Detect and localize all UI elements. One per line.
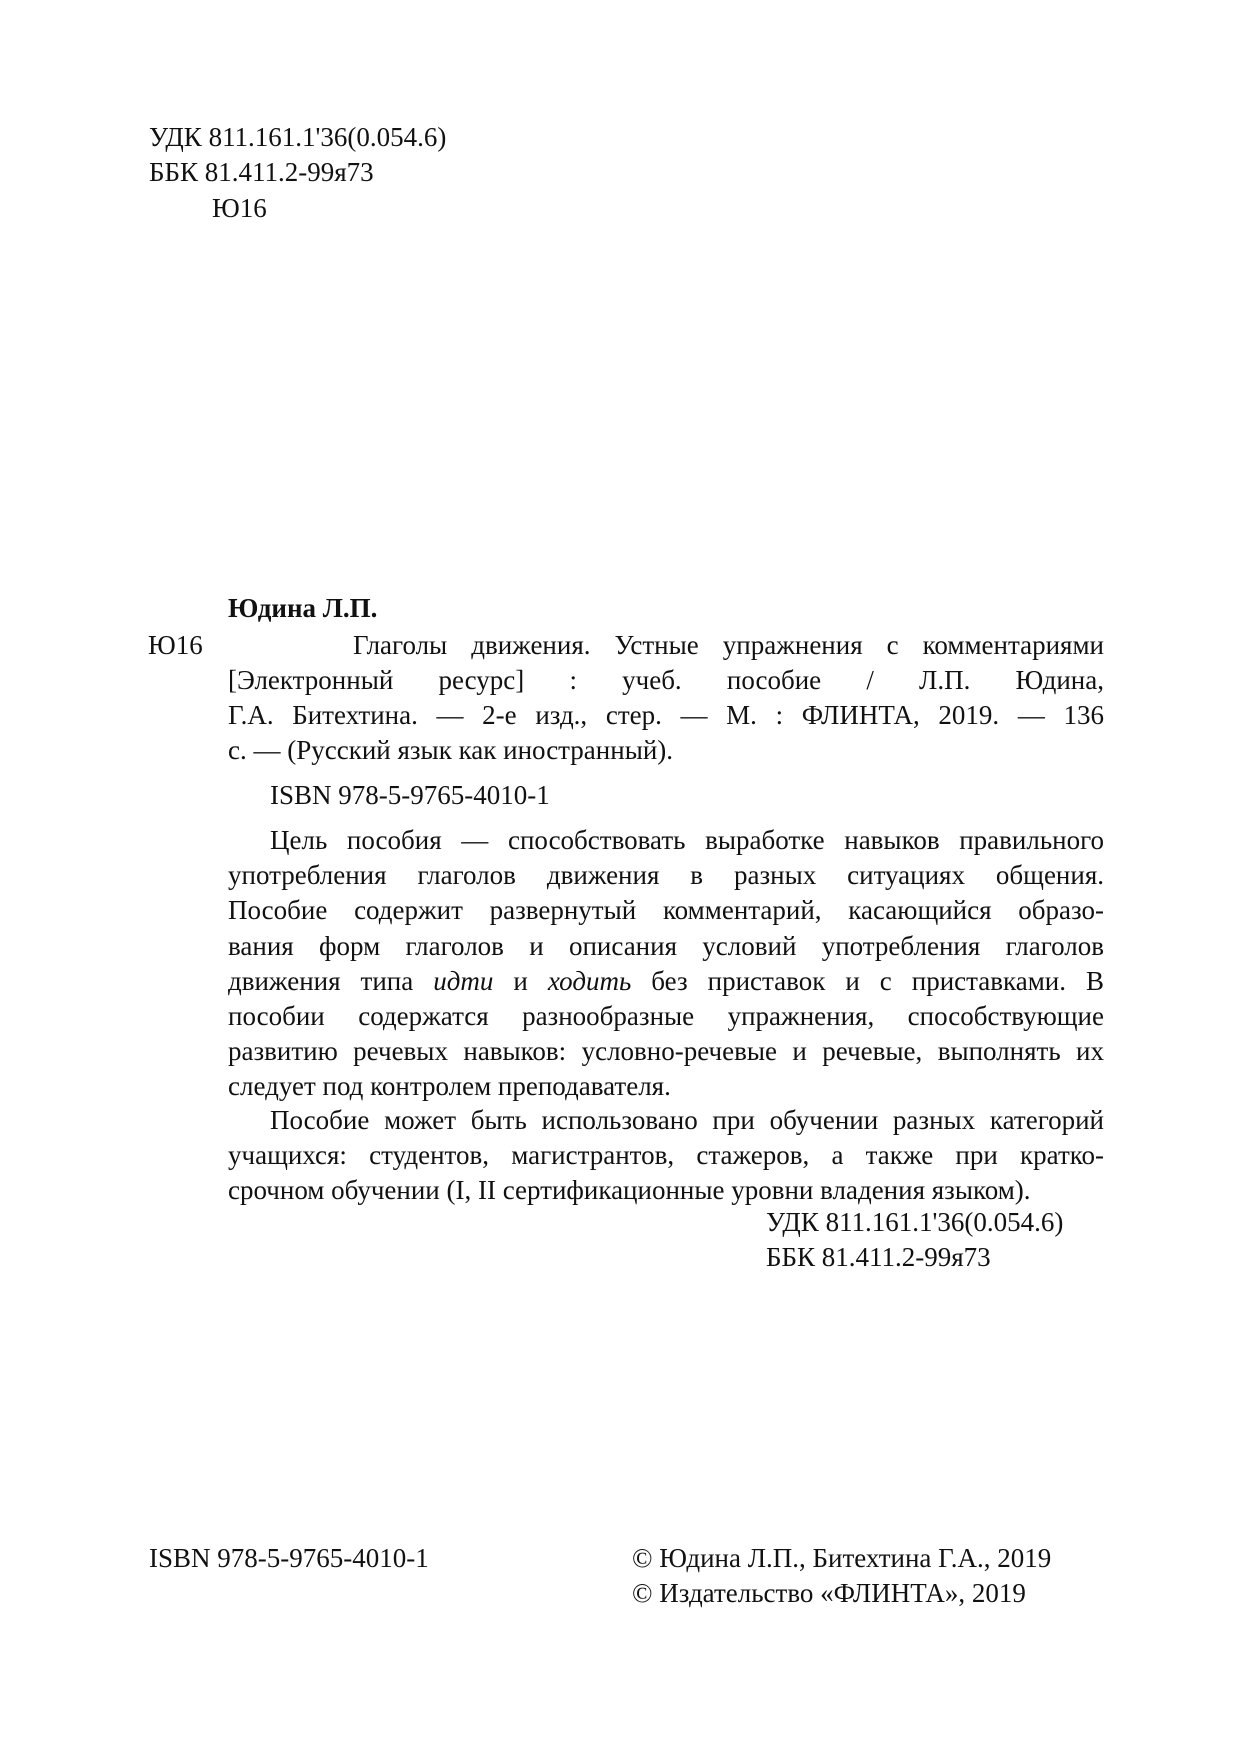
annotation-line: учащихся: студентов, магистрантов, стажеров, а также при кратко- xyxy=(228,1140,1104,1171)
udk-code: УДК 811.161.1'36(0.054.6) xyxy=(149,122,447,152)
annotation-line: вания форм глаголов и описания условий употребления глаголов xyxy=(228,930,1104,961)
copyright-publisher: © Издательство «ФЛИНТА», 2019 xyxy=(632,1578,1026,1608)
author-heading: Юдина Л.П. xyxy=(228,593,378,623)
bib-line: с. — (Русский язык как иностранный). xyxy=(228,735,674,765)
udk-code-bottom: УДК 811.161.1'36(0.054.6) xyxy=(766,1207,1064,1237)
bib-line: Г.А. Битехтина. — 2-е изд., стер. — М. : ФЛИНТА, 2019. — 136 xyxy=(228,700,1104,730)
bib-line: [Электронный ресурс] : учеб. пособие / Л.П. Юдина, xyxy=(228,665,1104,695)
annotation-paragraph-2 xyxy=(228,1103,1104,1209)
annotation-line: срочном обучении (I, II сертификационные уровни владения языком). xyxy=(228,1175,1031,1206)
text-fragment: движения типа xyxy=(228,965,434,996)
author-mark: Ю16 xyxy=(212,193,267,223)
bibliographic-description xyxy=(228,628,1104,768)
annotation-line: следует под контролем преподавателя. xyxy=(228,1071,671,1102)
bbk-code-bottom: ББК 81.411.2-99я73 xyxy=(766,1242,991,1272)
annotation-line: Цель пособия — способствовать выработке навыков правильного xyxy=(270,825,1104,855)
annotation-line: Пособие содержит развернутый комментарий, касающийся образо- xyxy=(228,895,1104,926)
copyright-authors: © Юдина Л.П., Битехтина Г.А., 2019 xyxy=(632,1543,1052,1573)
annotation-paragraph-1 xyxy=(228,823,1104,1105)
isbn-record: ISBN 978-5-9765-4010-1 xyxy=(270,780,550,810)
annotation-line: развитию речевых навыков: условно-речевые и речевые, выполнять их xyxy=(228,1036,1104,1067)
italic-verb: ходить xyxy=(547,965,632,996)
annotation-line: употребления глаголов движения в разных ситуациях общения. xyxy=(228,860,1104,891)
annotation-line: Пособие может быть использовано при обучении разных категорий xyxy=(270,1105,1104,1135)
author-mark-left: Ю16 xyxy=(148,630,203,660)
bib-line: Глаголы движения. Устные упражнения с комментариями xyxy=(353,630,1104,660)
text-fragment: и xyxy=(493,965,548,996)
isbn-footer: ISBN 978-5-9765-4010-1 xyxy=(149,1543,429,1573)
italic-verb: идти xyxy=(433,965,494,996)
annotation-line: пособии содержатся разнообразные упражнения, способствующие xyxy=(228,1000,1104,1031)
text-fragment: без приставок и с приставками. В xyxy=(631,965,1104,996)
bbk-code: ББК 81.411.2-99я73 xyxy=(149,157,374,187)
annotation-line xyxy=(228,964,1104,999)
